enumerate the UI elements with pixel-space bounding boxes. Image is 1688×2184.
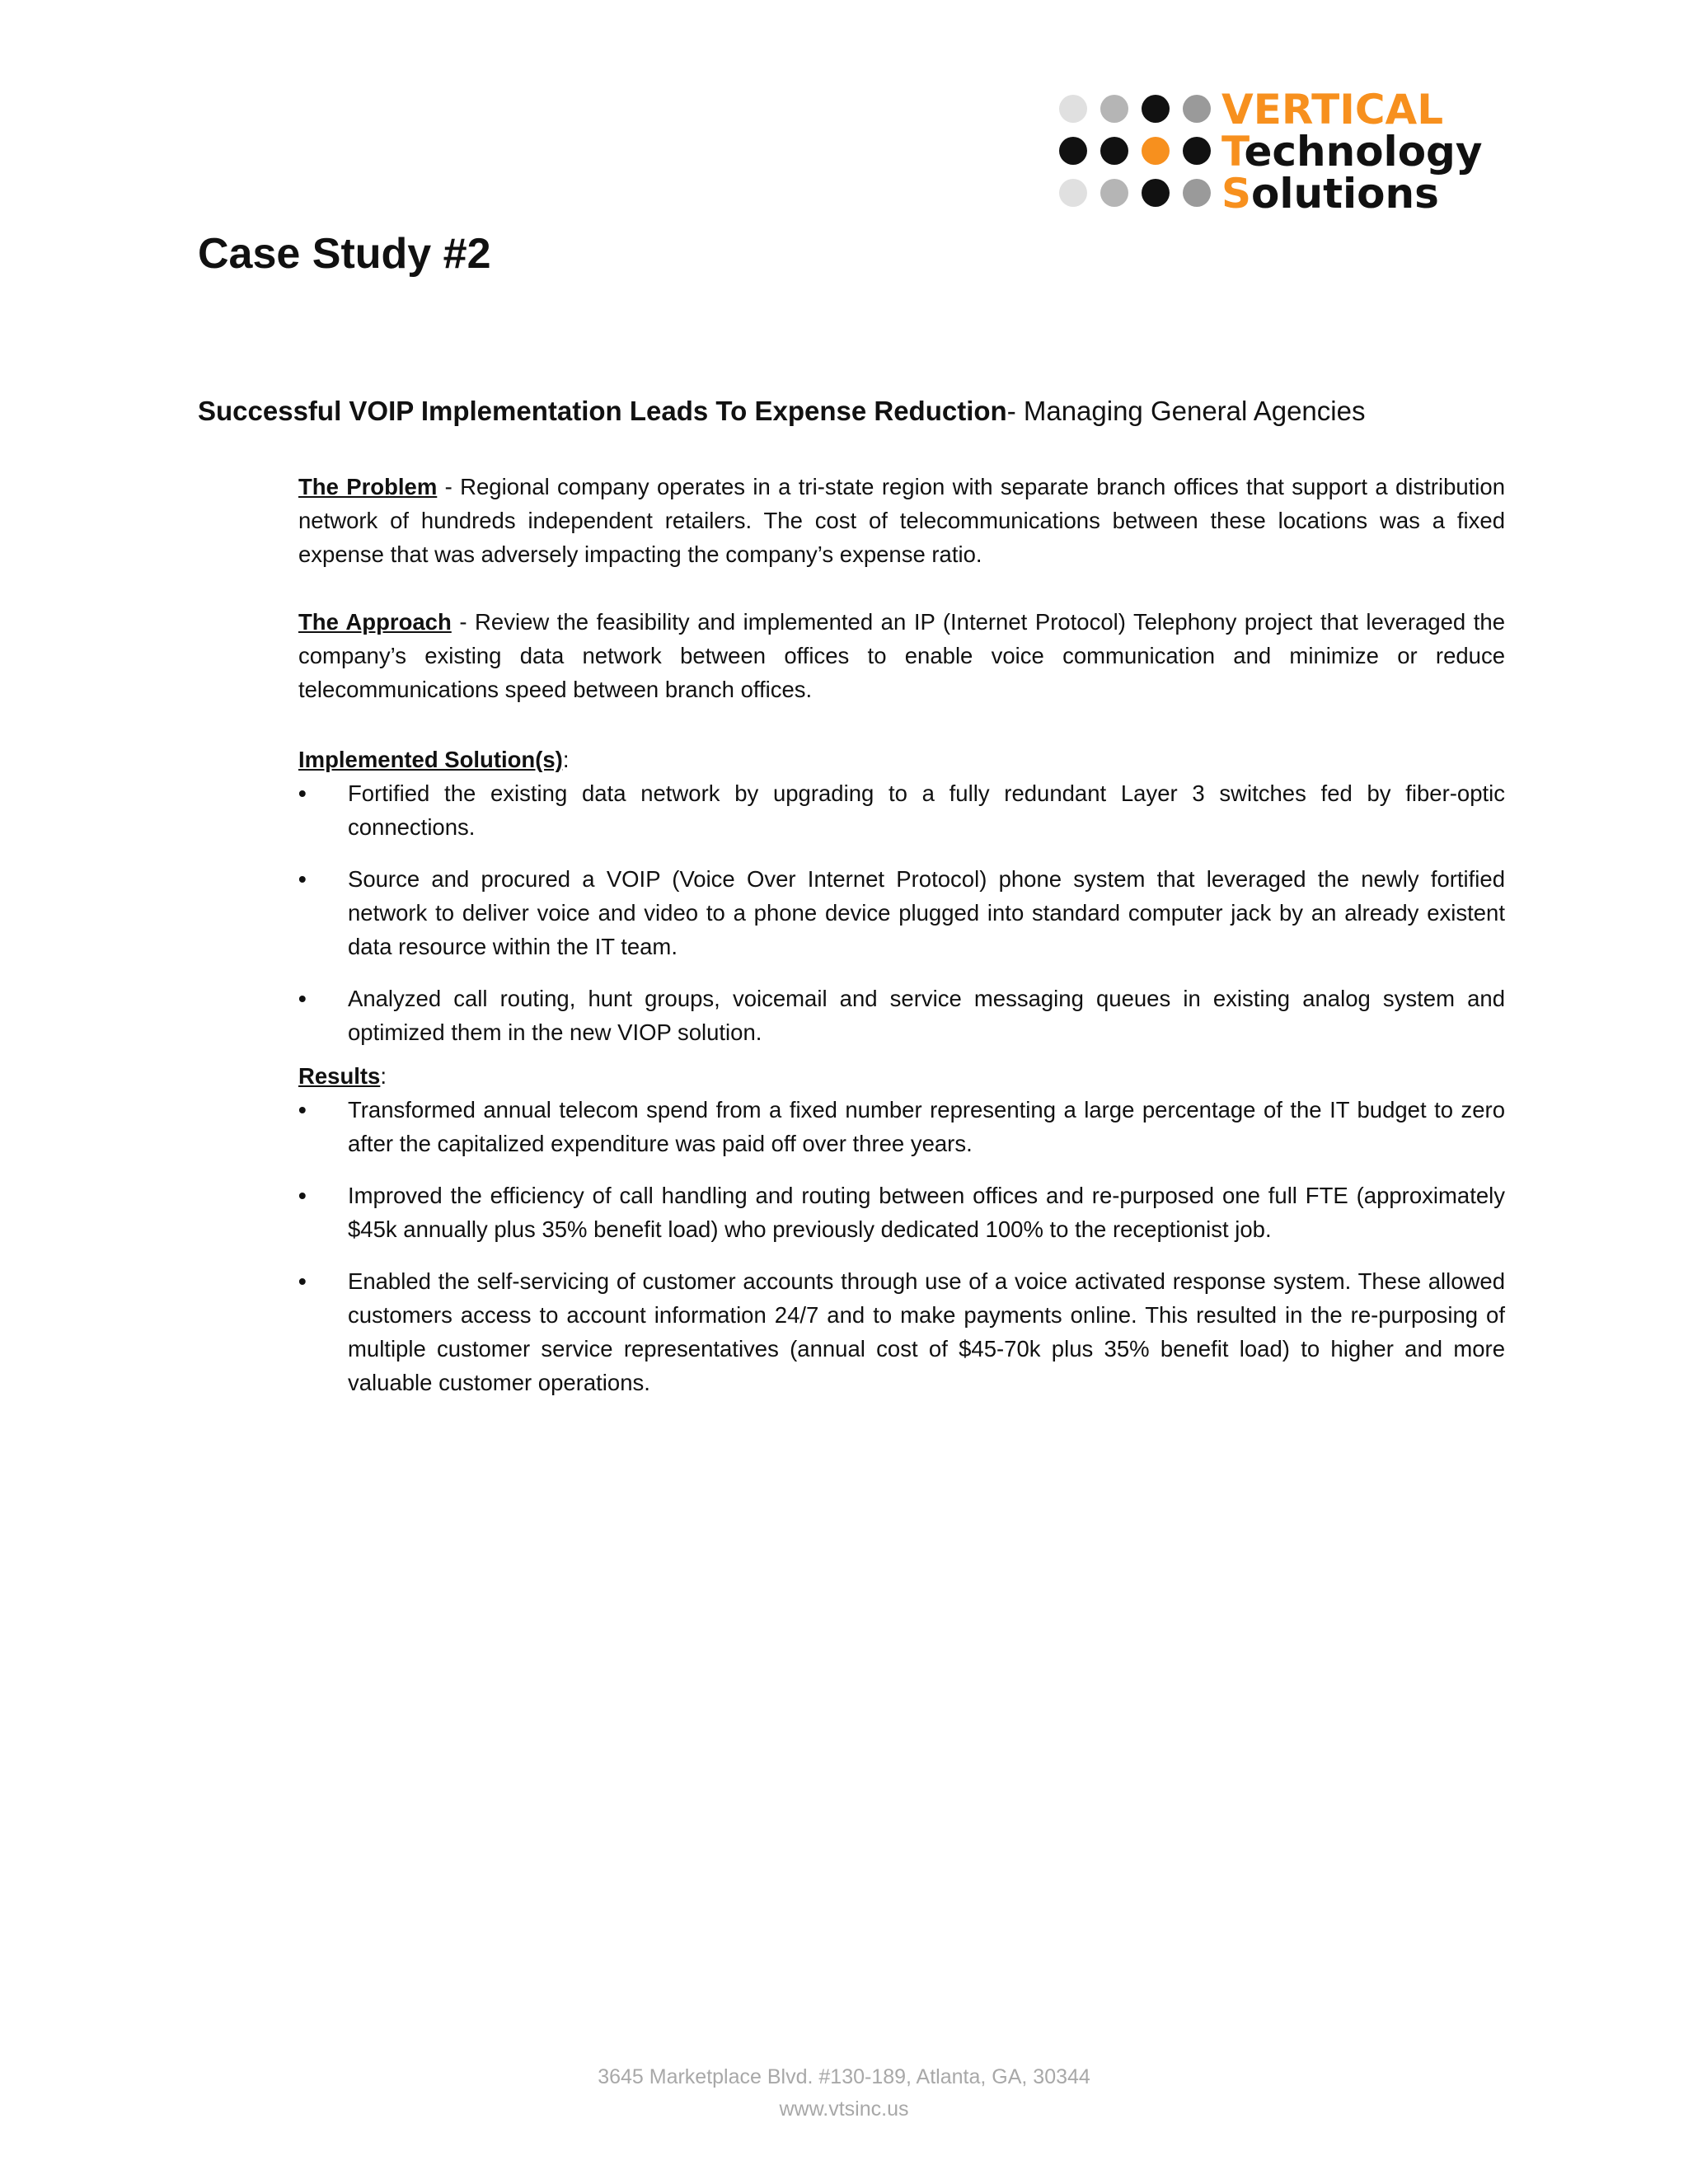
- logo-line-vertical: VERTICAL: [1221, 91, 1444, 134]
- footer-website[interactable]: www.vtsinc.us: [779, 2097, 909, 2121]
- problem-text: - Regional company operates in a tri-state region with separate branch offices that support a distribution network of hundreds independent retailers. The cost of telecommunications between these locations was a fixed expense that was adversely impacting the company’s expense ratio.: [298, 474, 1506, 567]
- logo-dot: [1100, 137, 1128, 165]
- logo-initial-s: S: [1221, 170, 1252, 216]
- logo-dot: [1059, 137, 1087, 165]
- solutions-heading: [298, 743, 1505, 776]
- results-colon: :: [380, 1063, 387, 1089]
- list-item: [298, 982, 1505, 1049]
- bullet-icon: •: [298, 780, 307, 806]
- logo-dot-grid: [1059, 95, 1211, 207]
- bullet-icon: •: [298, 1268, 307, 1294]
- problem-label: The Problem: [298, 474, 438, 499]
- list-item: [298, 776, 1505, 844]
- result-item-text: Improved the efficiency of call handling and routing between offices and re-purposed one full FTE (approximately $45k annually plus 35% benefit load) who previously dedicated 100% to the receptionist job.: [348, 1183, 1505, 1242]
- list-item: [298, 1264, 1505, 1399]
- logo-line-technology: [1221, 128, 1482, 176]
- approach-label: The Approach: [298, 609, 452, 635]
- approach-text: - Review the feasibility and implemented an IP (Internet Protocol) Telephony project that leveraged the company’s existing data network between offices to enable voice communication and minimize or reduce telecommunications speed between branch offices.: [298, 609, 1505, 702]
- bullet-icon: •: [298, 866, 307, 892]
- result-item-text: Transformed annual telecom spend from a fixed number representing a large percentage of the IT budget to zero after the capitalized expenditure was paid off over three years.: [348, 1097, 1505, 1156]
- logo-dot: [1059, 179, 1087, 207]
- logo-dot: [1142, 179, 1170, 207]
- bullet-icon: •: [298, 1183, 307, 1208]
- logo-dot: [1059, 95, 1087, 123]
- bullet-icon: •: [298, 986, 307, 1011]
- logo-initial-t: T: [1221, 128, 1245, 176]
- solutions-label: Implemented Solution(s): [298, 747, 563, 772]
- problem-paragraph: [298, 470, 1505, 571]
- solutions-list: [298, 776, 1505, 1049]
- logo-dot: [1142, 137, 1170, 165]
- logo-graphic: [1057, 91, 1485, 216]
- logo-dot: [1183, 179, 1211, 207]
- logo-rest-technology: echnology: [1244, 128, 1483, 176]
- subtitle-main: Successful VOIP Implementation Leads To Expense Reduction: [198, 396, 1007, 426]
- logo-dot: [1183, 137, 1211, 165]
- logo-dot: [1100, 179, 1128, 207]
- bullet-icon: •: [298, 1097, 307, 1122]
- logo-dot: [1142, 95, 1170, 123]
- document-body: [298, 470, 1505, 1418]
- results-heading: [298, 1059, 1505, 1093]
- page-title: Case Study #2: [198, 230, 491, 278]
- logo-dot: [1100, 95, 1128, 123]
- solution-item-text: Fortified the existing data network by upgrading to a fully redundant Layer 3 switches fed by fiber-optic connections.: [348, 780, 1505, 840]
- logo-line-solutions: [1221, 170, 1439, 216]
- subtitle-rest: - Managing General Agencies: [1006, 396, 1366, 426]
- approach-paragraph: [298, 605, 1505, 706]
- footer-address: 3645 Marketplace Blvd. #130-189, Atlanta, GA, 30344: [598, 2065, 1090, 2088]
- logo-rest-solutions: olutions: [1251, 170, 1439, 216]
- company-logo: [1057, 91, 1485, 216]
- solution-item-text: Analyzed call routing, hunt groups, voicemail and service messaging queues in existing analog system and optimized them in the new VIOP solution.: [348, 986, 1505, 1045]
- results-label: Results: [298, 1063, 381, 1089]
- logo-dot: [1183, 95, 1211, 123]
- list-item: [298, 1179, 1505, 1246]
- solution-item-text: Source and procured a VOIP (Voice Over Internet Protocol) phone system that leveraged the newly fortified network to deliver voice and video to a phone device plugged into standard computer jack by an already existent data resource within the IT team.: [348, 866, 1505, 959]
- results-list: [298, 1093, 1505, 1399]
- list-item: [298, 862, 1505, 963]
- solutions-colon: :: [562, 747, 570, 772]
- result-item-text: Enabled the self-servicing of customer accounts through use of a voice activated response system. These allowed customers access to account information 24/7 and to make payments online. This resulted in the re-purposing of multiple customer service representatives (annual cost of $45-70k plus 35% benefit load) to higher and more valuable customer operations.: [348, 1268, 1505, 1395]
- case-subtitle: [198, 396, 1365, 427]
- list-item: [298, 1093, 1505, 1160]
